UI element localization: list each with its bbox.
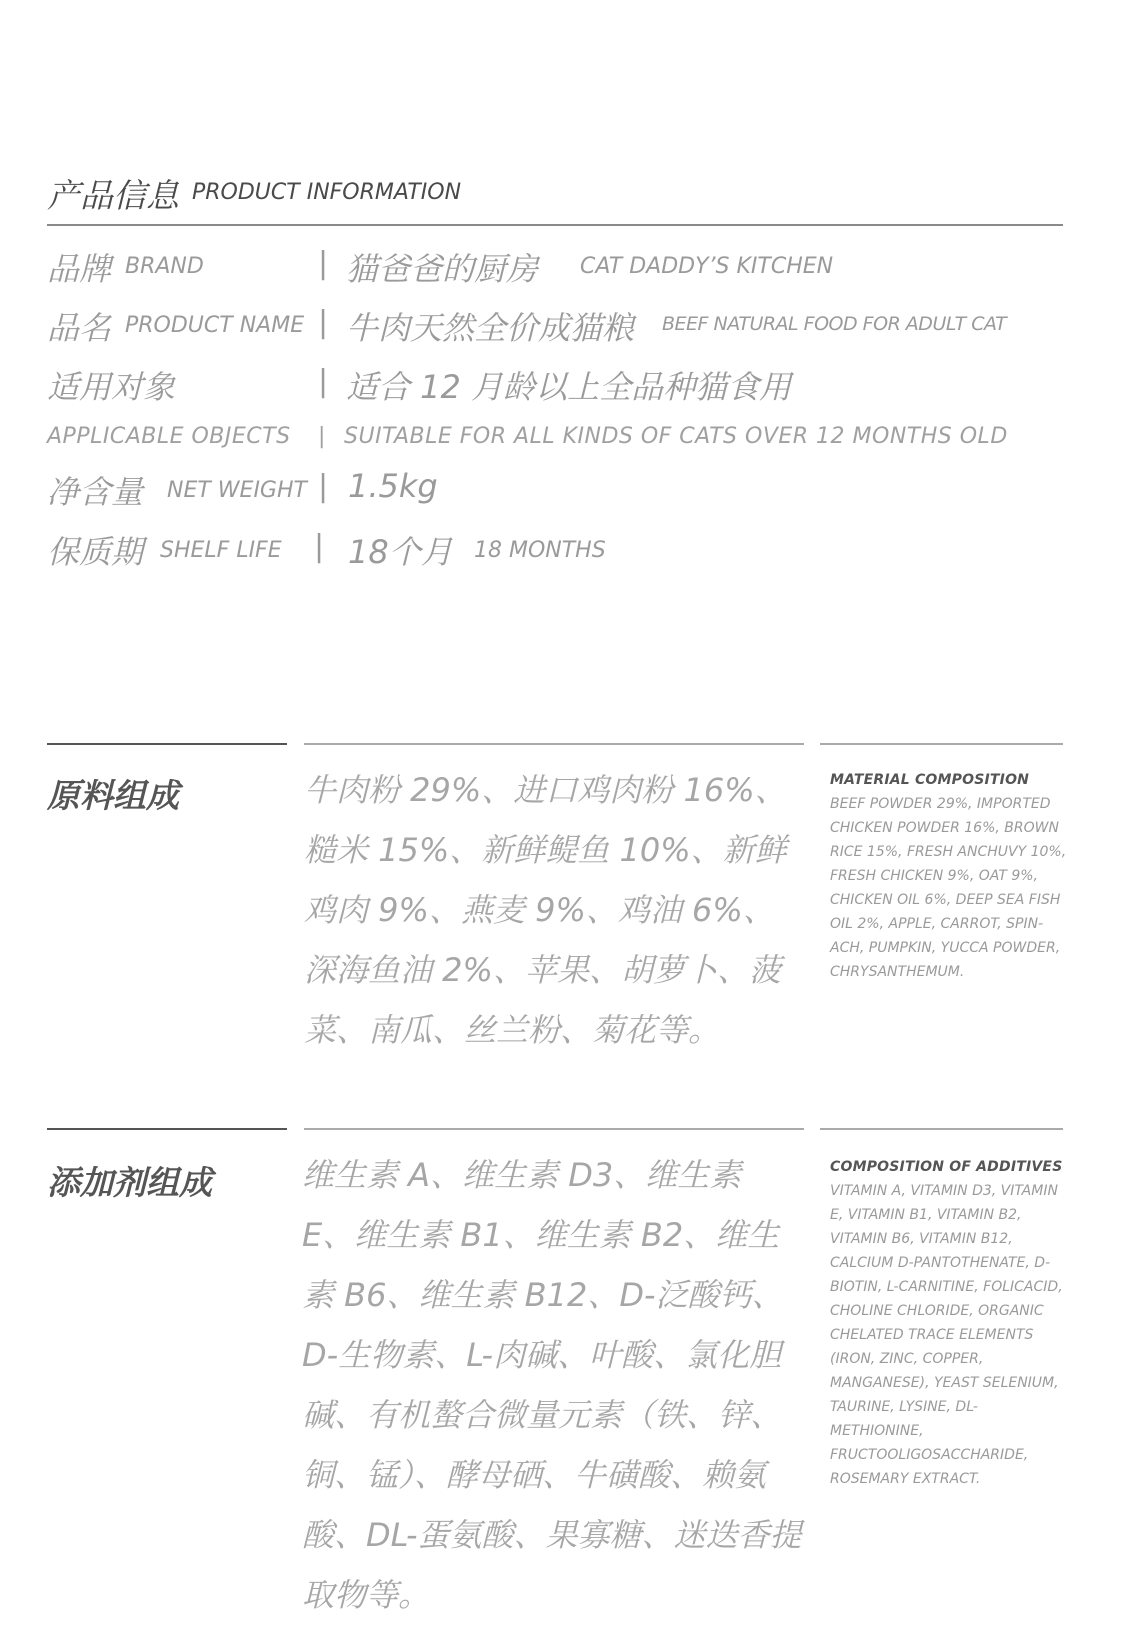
net-weight-label-en: NET WEIGHT (167, 478, 307, 503)
material-text-en: BEEF POWDER 29%, IMPORTED CHICKEN POWDER 16%, BROWN RICE 15%, FRESH ANCHUVY 10%, FRESH CHICKEN 9%, OAT 9%, CHICKEN OIL 6%, DEEP SEA FISH OIL 2%, APPLE, CARROT, SPIN-ACH, PUMPKIN, YUCCA POWDER, CHRYSANTHEMUM. (830, 796, 1067, 980)
additives-title: 添加剂组成 (47, 1163, 212, 1202)
section-divider (47, 1128, 287, 1130)
applicable-value-en: SUITABLE FOR ALL KINDS OF CATS OVER 12 MONTHS OLD (344, 424, 1008, 449)
separator: | (318, 424, 326, 449)
brand-label-cn: 品牌 (47, 250, 112, 288)
section-divider (820, 1128, 1063, 1130)
section-divider (47, 743, 287, 745)
section-divider (820, 743, 1063, 745)
shelf-life-value-cn: 18个月 (348, 533, 453, 571)
separator: | (314, 529, 325, 564)
product-name-value-cn: 牛肉天然全价成猫粮 (346, 309, 635, 347)
net-weight-value: 1.5kg (348, 467, 438, 505)
brand-value-cn: 猫爸爸的厨房 (346, 250, 539, 288)
brand-value-en: CAT DADDY’S KITCHEN (580, 254, 834, 279)
page-title-en: PRODUCT INFORMATION (192, 180, 462, 205)
net-weight-label-cn: 净含量 (47, 473, 144, 511)
section-divider (304, 743, 804, 745)
brand-label-en: BRAND (125, 254, 204, 279)
separator: | (318, 246, 329, 281)
applicable-label-en: APPLICABLE OBJECTS (47, 424, 291, 449)
material-text-cn: 牛肉粉 29%、进口鸡肉粉 16%、糙米 15%、新鲜鳀鱼 10%、新鲜鸡肉 9%、燕麦 9%、鸡油 6%、深海鱼油 2%、苹果、胡萝卜、菠菜、南瓜、丝兰粉、菊花等。 (304, 771, 787, 1049)
product-name-value-en: BEEF NATURAL FOOD FOR ADULT CAT (662, 313, 1007, 335)
shelf-life-value-en: 18 MONTHS (474, 538, 606, 563)
product-name-label-cn: 品名 (47, 309, 112, 347)
header-divider (47, 224, 1063, 226)
additives-text-en: VITAMIN A, VITAMIN D3, VITAMIN E, VITAMIN B1, VITAMIN B2, VITAMIN B6, VITAMIN B12, CALCIUM D-PANTOTHENATE, D-BIOTIN, L-CARNITINE, FOLICACID, CHOLINE CHLORIDE, ORGANIC CHELATED TRACE ELEMENTS (IRON, ZINC, COPPER, MANGANESE), YEAST SELENIUM, TAURINE, LYSINE, DL-METHIONINE, FRUCTOOLIGOSACCHARIDE, ROSEMARY EXTRACT. (830, 1183, 1063, 1487)
section-divider (304, 1128, 804, 1130)
separator: | (318, 469, 329, 504)
material-title: 原料组成 (47, 776, 179, 815)
applicable-label-cn: 适用对象 (47, 368, 176, 406)
product-name-label-en: PRODUCT NAME (125, 313, 305, 338)
shelf-life-label-cn: 保质期 (47, 533, 144, 571)
separator: | (318, 305, 329, 340)
separator: | (318, 364, 329, 399)
applicable-value-cn: 适合 12 月龄以上全品种猫食用 (346, 368, 792, 406)
additives-title-en: COMPOSITION OF ADDITIVES (830, 1159, 1063, 1175)
page-title-cn: 产品信息 (47, 176, 179, 215)
additives-text-cn: 维生素 A、维生素 D3、维生素 E、维生素 B1、维生素 B2、维生素 B6、维生素 B12、D-泛酸钙、D-生物素、L-肉碱、叶酸、氯化胆碱、有机螯合微量元素（铁、锌、铜、锰）、酵母硒、牛磺酸、赖氨酸、DL-蛋氨酸、果寡糖、迷迭香提取物等。 (302, 1156, 802, 1614)
material-title-en: MATERIAL COMPOSITION (830, 772, 1030, 788)
shelf-life-label-en: SHELF LIFE (160, 538, 282, 563)
